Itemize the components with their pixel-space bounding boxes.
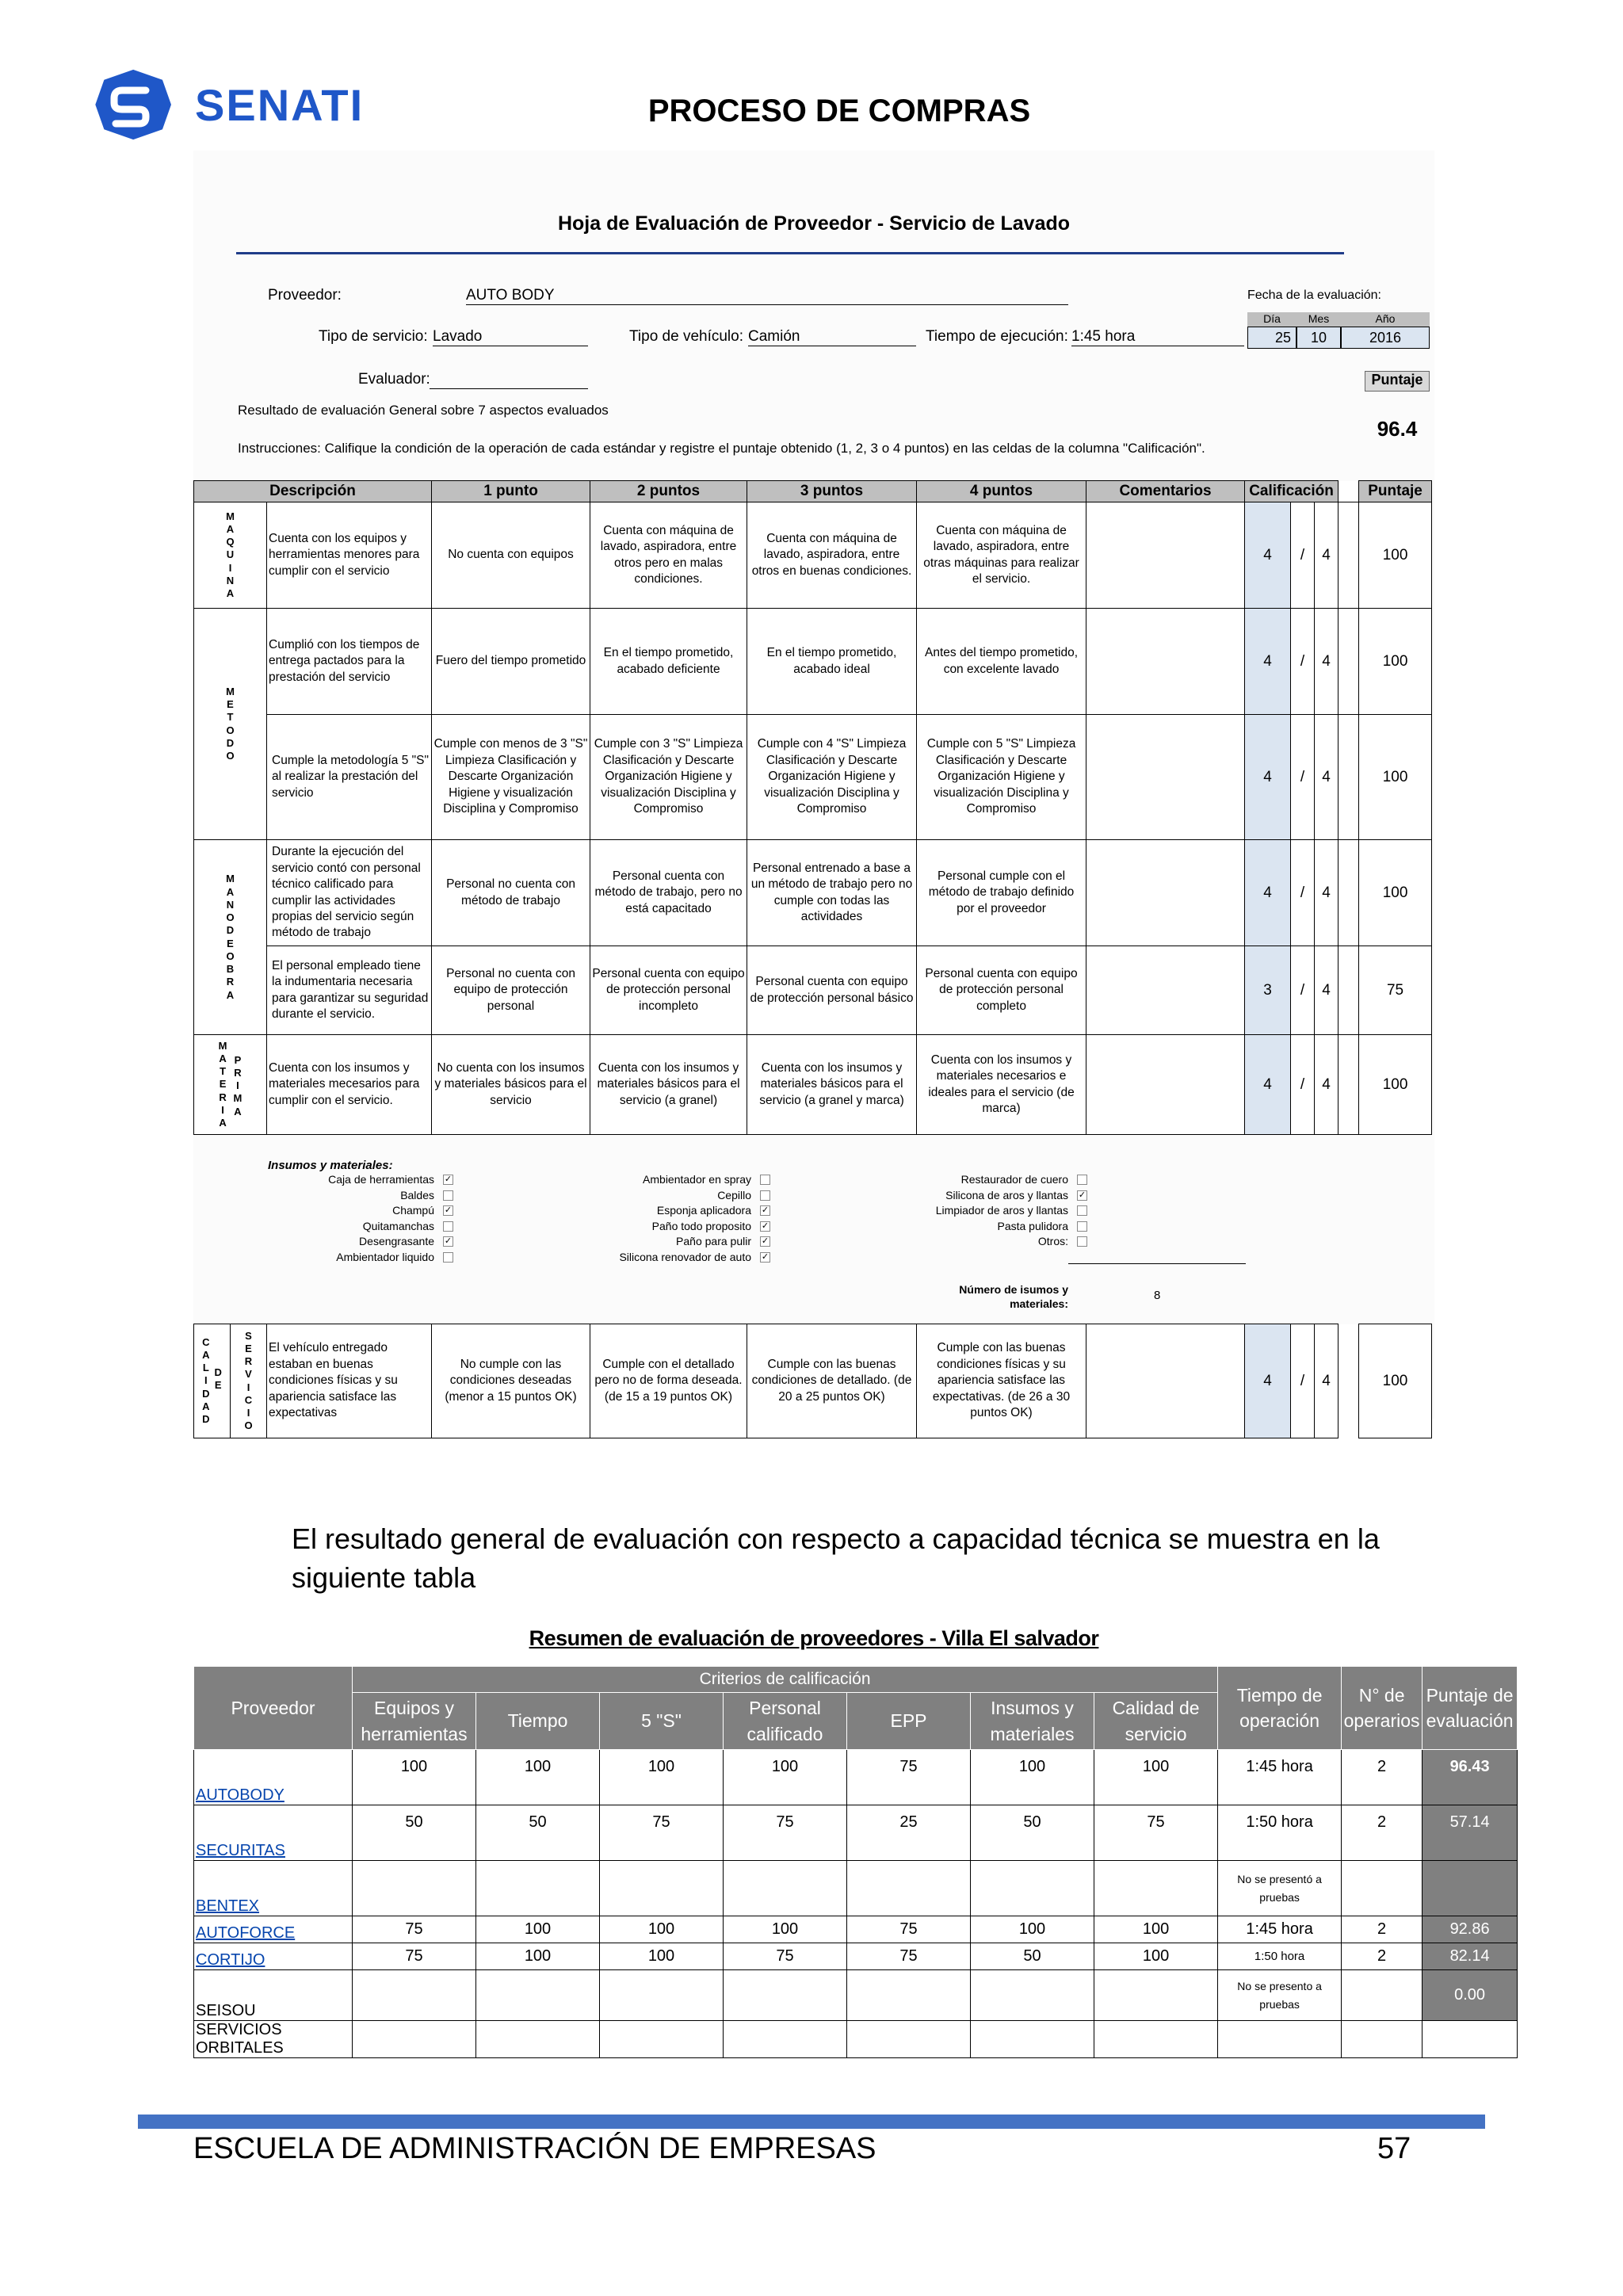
table-row — [194, 1805, 1518, 1861]
material-label: Ambientador en spray — [643, 1173, 751, 1186]
material-label: Restaurador de cuero — [960, 1173, 1068, 1186]
criterion-3-puntos: Personal entrenado a base a un método de trabajo pero no cumple con todas las actividades — [747, 840, 917, 946]
summary-criterion-value: 100 — [1094, 1916, 1218, 1943]
comentarios-cell[interactable] — [1086, 609, 1245, 715]
puntaje-value: 100 — [1359, 1035, 1432, 1135]
calificacion-max: 4 — [1315, 840, 1338, 946]
summary-tiempo-value — [1218, 2021, 1342, 2058]
criterion-4-puntos: Cuenta con máquina de lavado, aspiradora, entre otras máquinas para realizar el servicio. — [917, 502, 1086, 609]
summary-header-calidad: Calidad de servicio — [1094, 1693, 1218, 1750]
summary-provider-name: SEISOU — [194, 1970, 353, 2021]
calificacion-max: 4 — [1315, 946, 1338, 1035]
material-checkbox[interactable]: ✓ — [761, 1205, 769, 1215]
table-row — [194, 1970, 1518, 2021]
summary-criterion-value — [847, 1970, 971, 2021]
calificacion-input[interactable]: 4 — [1245, 609, 1291, 715]
table-row — [194, 715, 1432, 840]
material-label: Silicona de aros y llantas — [945, 1188, 1068, 1201]
calificacion-input[interactable]: 4 — [1245, 1035, 1291, 1135]
summary-tiempo-value: 1:45 hora — [1218, 1916, 1342, 1943]
calificacion-input[interactable]: 4 — [1245, 715, 1291, 840]
summary-criterion-value: 100 — [971, 1750, 1094, 1805]
group-maquina: M A Q U I N A — [194, 502, 267, 609]
table-row — [194, 840, 1432, 946]
material-item — [872, 1235, 1109, 1250]
table-row — [194, 1035, 1432, 1135]
row-description: Cumple la metodología 5 "S" al realizar la prestación del servicio — [267, 715, 432, 840]
criterion-2-puntos: Cuenta con los insumos y materiales básicos para el servicio (a granel) — [590, 1035, 747, 1135]
material-checkbox[interactable]: ✓ — [761, 1236, 769, 1246]
header-3-puntos: 3 puntos — [747, 481, 917, 502]
summary-criterion-value: 100 — [724, 1750, 847, 1805]
criterion-4-puntos: Personal cuenta con equipo de protección personal completo — [917, 946, 1086, 1035]
sheet-title: Hoja de Evaluación de Proveedor - Servicio de Lavado — [557, 212, 1071, 235]
material-item — [872, 1204, 1109, 1219]
summary-criterion-value — [476, 2021, 600, 2058]
criterion-4-puntos: Antes del tiempo prometido, con excelente lavado — [917, 609, 1086, 715]
calificacion-max: 4 — [1315, 1035, 1338, 1135]
summary-criterion-value — [1094, 1861, 1218, 1916]
summary-criterion-value: 100 — [353, 1750, 476, 1805]
summary-criterion-value: 75 — [847, 1943, 971, 1970]
criterion-1-punto: Fuero del tiempo prometido — [432, 609, 590, 715]
criterion-3-puntos: Cuenta con los insumos y materiales básicos para el servicio (a granel y marca) — [747, 1035, 917, 1135]
summary-criterion-value — [847, 2021, 971, 2058]
group-materia-prima: M A T E R I A P R I M A — [194, 1035, 267, 1135]
criterion-2-puntos: En el tiempo prometido, acabado deficiente — [590, 609, 747, 715]
header-calificacion: Calificación — [1245, 481, 1338, 502]
material-item — [872, 1220, 1109, 1235]
summary-criterion-value: 75 — [353, 1916, 476, 1943]
summary-tiempo-value: No se presento a pruebas — [1218, 1970, 1342, 2021]
page-number: 57 — [1377, 2132, 1411, 2165]
puntaje-value: 75 — [1359, 946, 1432, 1035]
summary-criterion-value: 100 — [724, 1916, 847, 1943]
table-row — [194, 1750, 1518, 1805]
summary-criterion-value — [600, 1861, 724, 1916]
summary-criterion-value — [1094, 2021, 1218, 2058]
evaluation-table — [193, 480, 1432, 1135]
criterion-4-puntos: Cumple con las buenas condiciones físicas y su apariencia satisface las expectativas. (de 26 a 30 puntos OK) — [917, 1324, 1086, 1438]
summary-header-epp: EPP — [847, 1693, 971, 1750]
summary-criterion-value — [971, 1970, 1094, 2021]
evaluador-field[interactable] — [430, 371, 588, 389]
summary-criterion-value: 75 — [724, 1805, 847, 1861]
material-label: Pasta pulidora — [997, 1219, 1068, 1232]
comentarios-cell[interactable] — [1086, 502, 1245, 609]
summary-operarios-value: 2 — [1342, 1750, 1423, 1805]
summary-criterion-value — [724, 1861, 847, 1916]
material-item — [238, 1235, 475, 1250]
criterion-3-puntos: Cumple con las buenas condiciones de detallado. (de 20 a 25 puntos OK) — [747, 1324, 917, 1438]
puntaje-value: 100 — [1359, 840, 1432, 946]
summary-criterion-value: 100 — [600, 1916, 724, 1943]
tipo-servicio-label: Tipo de servicio: — [319, 328, 428, 345]
summary-criterion-value: 75 — [353, 1943, 476, 1970]
material-label: Cepillo — [717, 1188, 751, 1201]
criterion-1-punto: No cuenta con equipos — [432, 502, 590, 609]
summary-table — [193, 1666, 1518, 2058]
evaluation-header-row — [194, 481, 1432, 502]
criterion-3-puntos: Cumple con 4 "S" Limpieza Clasificación y Descarte Organización Higiene y visualización Disciplina y Compromiso — [747, 715, 917, 840]
summary-criterion-value: 100 — [476, 1943, 600, 1970]
summary-provider-name: SERVICIOS ORBITALES — [194, 2021, 353, 2058]
summary-criterion-value: 50 — [971, 1805, 1094, 1861]
summary-criterion-value: 25 — [847, 1805, 971, 1861]
summary-criterion-value: 75 — [600, 1805, 724, 1861]
material-label: Champú — [392, 1204, 434, 1217]
tiempo-ejecucion-label: Tiempo de ejecución: — [926, 328, 1068, 345]
title-divider — [236, 252, 1344, 254]
summary-operarios-value — [1342, 1970, 1423, 2021]
tiempo-ejecucion-field[interactable]: 1:45 hora — [1071, 328, 1244, 346]
fecha-dia-field[interactable]: 25 — [1247, 327, 1296, 349]
material-item — [238, 1251, 475, 1266]
summary-header-personal: Personal calificado — [724, 1693, 847, 1750]
material-checkbox[interactable] — [443, 1190, 453, 1201]
group-servicio: S E R V I C I O — [231, 1324, 267, 1438]
summary-criterion-value — [971, 2021, 1094, 2058]
summary-provider-name[interactable]: CORTIJO — [194, 1943, 353, 1970]
row-description: El vehículo entregado estaban en buenas condiciones físicas y su apariencia satisface las expectativas — [267, 1324, 432, 1438]
row-description: Durante la ejecución del servicio contó con personal técnico calificado para cumplir las actividades propias del servicio según método de trabajo — [267, 840, 432, 946]
criterion-2-puntos: Cumple con 3 "S" Limpieza Clasificación y Descarte Organización Higiene y visualización Disciplina y Compromiso — [590, 715, 747, 840]
material-label: Desengrasante — [359, 1235, 434, 1247]
summary-puntaje-value — [1423, 1861, 1518, 1916]
score-total: 96.4 — [1377, 417, 1418, 441]
puntaje-value: 100 — [1359, 1324, 1432, 1438]
summary-criterion-value: 100 — [600, 1750, 724, 1805]
header-descripcion: Descripción — [194, 481, 432, 502]
instrucciones-text: Instrucciones: Califique la condición de la operación de cada estándar y registre el puntaje obtenido (1, 2, 3 o 4 puntos) en las celdas de la columna "Calificación". — [238, 441, 1205, 456]
puntaje-value: 100 — [1359, 609, 1432, 715]
table-row — [194, 2021, 1518, 2058]
summary-provider-name[interactable]: SECURITAS — [194, 1805, 353, 1861]
summary-criterion-value: 75 — [1094, 1805, 1218, 1861]
group-metodo: M E T O D O — [194, 609, 267, 840]
material-label: Paño para pulir — [676, 1235, 751, 1247]
material-label: Caja de herramientas — [328, 1173, 434, 1186]
material-item — [238, 1173, 475, 1188]
proveedor-label: Proveedor: — [268, 287, 342, 304]
fecha-mes-field[interactable]: 10 — [1296, 327, 1341, 349]
criterion-4-puntos: Cumple con 5 "S" Limpieza Clasificación y Descarte Organización Higiene y visualización Disciplina y Compromiso — [917, 715, 1086, 840]
summary-tiempo-value: 1:50 hora — [1218, 1805, 1342, 1861]
summary-tiempo-value: No se presentó a pruebas — [1218, 1861, 1342, 1916]
material-checkbox[interactable] — [1077, 1175, 1087, 1185]
summary-header-operarios: N° de operarios — [1342, 1667, 1423, 1750]
material-item — [872, 1173, 1109, 1188]
material-item — [555, 1235, 792, 1250]
criterion-1-punto: Personal no cuenta con equipo de protección personal — [432, 946, 590, 1035]
logo-wordmark: SENATI — [195, 80, 365, 130]
summary-puntaje-value: 0.00 — [1423, 1970, 1518, 2021]
servicio-table — [193, 1324, 1432, 1438]
criterion-3-puntos: En el tiempo prometido, acabado ideal — [747, 609, 917, 715]
calificacion-max: 4 — [1315, 502, 1338, 609]
summary-criterion-value — [353, 2021, 476, 2058]
summary-operarios-value — [1342, 2021, 1423, 2058]
criterion-2-puntos: Cuenta con máquina de lavado, aspiradora, entre otros pero en malas condiciones. — [590, 502, 747, 609]
material-checkbox[interactable]: ✓ — [1078, 1190, 1086, 1200]
tipo-servicio-field[interactable]: Lavado — [433, 328, 588, 346]
calificacion-input[interactable]: 4 — [1245, 840, 1291, 946]
summary-criterion-value — [476, 1970, 600, 2021]
criterion-1-punto: No cuenta con los insumos y materiales básicos para el servicio — [432, 1035, 590, 1135]
row-description: Cumplió con los tiempos de entrega pactados para la prestación del servicio — [267, 609, 432, 715]
summary-criterion-value — [1094, 1970, 1218, 2021]
summary-title: Resumen de evaluación de proveedores - Villa El salvador — [529, 1626, 1099, 1650]
calificacion-separator: / — [1291, 502, 1315, 609]
criterion-1-punto: No cumple con las condiciones deseadas (menor a 15 puntos OK) — [432, 1324, 590, 1438]
summary-criterion-value: 100 — [1094, 1750, 1218, 1805]
calificacion-max: 4 — [1315, 609, 1338, 715]
summary-criterion-value — [847, 1861, 971, 1916]
row-description: Cuenta con los equipos y herramientas menores para cumplir con el servicio — [267, 502, 432, 609]
summary-operarios-value: 2 — [1342, 1943, 1423, 1970]
fecha-dia-header: Día — [1247, 312, 1296, 327]
summary-operarios-value: 2 — [1342, 1916, 1423, 1943]
material-checkbox[interactable] — [443, 1221, 453, 1232]
comentarios-cell[interactable] — [1086, 715, 1245, 840]
material-item — [555, 1173, 792, 1188]
material-checkbox[interactable]: ✓ — [444, 1236, 453, 1246]
summary-provider-name[interactable]: AUTOFORCE — [194, 1916, 353, 1943]
summary-criterion-value: 75 — [847, 1916, 971, 1943]
criterion-1-punto: Cumple con menos de 3 "S" Limpieza Clasificación y Descarte Organización Higiene y visualización Disciplina y Compromiso — [432, 715, 590, 840]
summary-criterion-value: 50 — [971, 1943, 1094, 1970]
summary-header-puntaje: Puntaje de evaluación — [1423, 1667, 1518, 1750]
calificacion-max: 4 — [1315, 715, 1338, 840]
criterion-3-puntos: Cuenta con máquina de lavado, aspiradora, entre otros en buenas condiciones. — [747, 502, 917, 609]
header-1-punto: 1 punto — [432, 481, 590, 502]
tipo-vehiculo-field[interactable]: Camión — [748, 328, 916, 346]
calificacion-separator: / — [1291, 1324, 1315, 1438]
calificacion-input[interactable]: 4 — [1245, 502, 1291, 609]
material-label: Silicona renovador de auto — [619, 1250, 751, 1263]
table-row — [194, 502, 1432, 609]
table-row — [194, 1916, 1518, 1943]
otros-field-line[interactable] — [1068, 1263, 1246, 1264]
summary-header-criterios: Criterios de calificación — [353, 1667, 1218, 1693]
material-item — [555, 1189, 792, 1204]
material-item — [238, 1189, 475, 1204]
summary-header-insumos: Insumos y materiales — [971, 1693, 1094, 1750]
material-checkbox[interactable] — [443, 1252, 453, 1263]
table-row — [194, 1861, 1518, 1916]
criterion-4-puntos: Personal cumple con el método de trabajo definido por el proveedor — [917, 840, 1086, 946]
materiales-title: Insumos y materiales: — [268, 1159, 393, 1172]
summary-puntaje-value: 96.43 — [1423, 1750, 1518, 1805]
summary-criterion-value — [600, 1970, 724, 2021]
comentarios-cell[interactable] — [1086, 840, 1245, 946]
criterion-1-punto: Personal no cuenta con método de trabajo — [432, 840, 590, 946]
header-comentarios: Comentarios — [1086, 481, 1245, 502]
material-label: Quitamanchas — [362, 1219, 434, 1232]
fecha-anio-field[interactable]: 2016 — [1341, 327, 1430, 349]
tipo-vehiculo-label: Tipo de vehículo: — [629, 328, 743, 345]
summary-criterion-value: 100 — [971, 1916, 1094, 1943]
material-checkbox[interactable]: ✓ — [444, 1175, 453, 1184]
material-label: Baldes — [400, 1188, 434, 1201]
calificacion-input[interactable]: 4 — [1245, 1324, 1291, 1438]
summary-provider-name[interactable]: AUTOBODY — [194, 1750, 353, 1805]
header-2-puntos: 2 puntos — [590, 481, 747, 502]
fecha-label: Fecha de la evaluación: — [1247, 288, 1381, 302]
summary-criterion-value — [353, 1861, 476, 1916]
comentarios-cell[interactable] — [1086, 946, 1245, 1035]
group-mano-de-obra: M A N O D E O B R A — [194, 840, 267, 1035]
material-label: Esponja aplicadora — [656, 1204, 751, 1217]
material-item — [872, 1189, 1109, 1204]
calificacion-separator: / — [1291, 715, 1315, 840]
calificacion-separator: / — [1291, 946, 1315, 1035]
numero-materiales-label: Número de isumos y materiales: — [959, 1283, 1068, 1311]
table-row — [194, 1943, 1518, 1970]
material-label: Limpiador de aros y llantas — [935, 1204, 1068, 1217]
numero-materiales-value: 8 — [1154, 1289, 1161, 1302]
material-label: Otros: — [1037, 1235, 1068, 1247]
puntaje-label: Puntaje — [1365, 371, 1430, 392]
criterion-3-puntos: Personal cuenta con equipo de protección personal básico — [747, 946, 917, 1035]
summary-criterion-value: 100 — [476, 1750, 600, 1805]
calificacion-separator: / — [1291, 1035, 1315, 1135]
summary-header-tiempo-crit: Tiempo — [476, 1693, 600, 1750]
footer-bar — [138, 2115, 1485, 2129]
table-row — [194, 1324, 1432, 1438]
criterion-2-puntos: Cumple con el detallado pero no de forma deseada. (de 15 a 19 puntos OK) — [590, 1324, 747, 1438]
summary-tiempo-value: 1:45 hora — [1218, 1750, 1342, 1805]
material-checkbox[interactable] — [1077, 1221, 1087, 1232]
resultado-text: Resultado de evaluación General sobre 7 aspectos evaluados — [238, 403, 609, 418]
material-checkbox[interactable]: ✓ — [761, 1251, 769, 1262]
criterion-4-puntos: Cuenta con los insumos y materiales necesarios e ideales para el servicio (de marca) — [917, 1035, 1086, 1135]
summary-criterion-value: 100 — [1094, 1943, 1218, 1970]
table-row — [194, 609, 1432, 715]
material-checkbox[interactable]: ✓ — [761, 1221, 769, 1231]
summary-criterion-value — [600, 2021, 724, 2058]
summary-criterion-value — [476, 1861, 600, 1916]
material-checkbox[interactable] — [1077, 1236, 1087, 1247]
material-item — [555, 1251, 792, 1266]
footer-text: ESCUELA DE ADMINISTRACIÓN DE EMPRESAS — [193, 2132, 876, 2165]
material-item — [555, 1204, 792, 1219]
proveedor-field[interactable]: AUTO BODY — [466, 287, 1068, 305]
material-label: Paño todo proposito — [651, 1219, 751, 1232]
material-checkbox[interactable] — [760, 1175, 770, 1185]
summary-puntaje-value: 82.14 — [1423, 1943, 1518, 1970]
calificacion-separator: / — [1291, 840, 1315, 946]
summary-header-proveedor: Proveedor — [194, 1667, 353, 1750]
summary-criterion-value — [724, 1970, 847, 2021]
summary-criterion-value: 100 — [476, 1916, 600, 1943]
summary-operarios-value — [1342, 1861, 1423, 1916]
material-checkbox[interactable] — [760, 1190, 770, 1201]
body-paragraph: El resultado general de evaluación con respecto a capacidad técnica se muestra en la siguiente tabla — [292, 1522, 1380, 1594]
summary-criterion-value: 75 — [724, 1943, 847, 1970]
summary-criterion-value: 75 — [847, 1750, 971, 1805]
puntaje-value: 100 — [1359, 502, 1432, 609]
summary-table-body — [194, 1750, 1518, 2058]
criterion-2-puntos: Personal cuenta con equipo de protección personal incompleto — [590, 946, 747, 1035]
material-checkbox[interactable] — [1077, 1205, 1087, 1216]
summary-puntaje-value: 92.86 — [1423, 1916, 1518, 1943]
summary-puntaje-value — [1423, 2021, 1518, 2058]
evaluador-label: Evaluador: — [358, 371, 430, 388]
calificacion-max: 4 — [1315, 1324, 1338, 1438]
summary-header-5s: 5 "S" — [600, 1693, 724, 1750]
summary-puntaje-value: 57.14 — [1423, 1805, 1518, 1861]
criterion-2-puntos: Personal cuenta con método de trabajo, pero no está capacitado — [590, 840, 747, 946]
material-item — [555, 1220, 792, 1235]
fecha-mes-header: Mes — [1296, 312, 1341, 327]
calificacion-separator: / — [1291, 609, 1315, 715]
calificacion-input[interactable]: 3 — [1245, 946, 1291, 1035]
row-description: Cuenta con los insumos y materiales mecesarios para cumplir con el servicio. — [267, 1035, 432, 1135]
puntaje-value: 100 — [1359, 715, 1432, 840]
table-row — [194, 946, 1432, 1035]
comentarios-cell[interactable] — [1086, 1035, 1245, 1135]
material-item — [238, 1220, 475, 1235]
summary-tiempo-value: 1:50 hora — [1218, 1943, 1342, 1970]
summary-criterion-value: 100 — [600, 1943, 724, 1970]
summary-provider-name[interactable]: BENTEX — [194, 1861, 353, 1916]
comentarios-cell[interactable] — [1086, 1324, 1245, 1438]
summary-header-tiempo: Tiempo de operación — [1218, 1667, 1342, 1750]
material-checkbox[interactable]: ✓ — [444, 1205, 453, 1215]
summary-operarios-value: 2 — [1342, 1805, 1423, 1861]
summary-criterion-value — [353, 1970, 476, 2021]
header-4-puntos: 4 puntos — [917, 481, 1086, 502]
material-label: Ambientador liquido — [336, 1250, 434, 1263]
summary-criterion-value: 50 — [353, 1805, 476, 1861]
fecha-anio-header: Año — [1341, 312, 1430, 327]
row-description: El personal empleado tiene la indumentaria necesaria para garantizar su seguridad durante el servicio. — [267, 946, 432, 1035]
summary-header-equipos: Equipos y herramientas — [353, 1693, 476, 1750]
header-puntaje: Puntaje — [1359, 481, 1432, 502]
summary-criterion-value: 50 — [476, 1805, 600, 1861]
group-calidad: C A L I D A D D E — [194, 1324, 231, 1438]
material-item — [238, 1204, 475, 1219]
page-title: PROCESO DE COMPRAS — [647, 94, 1031, 128]
summary-criterion-value — [971, 1861, 1094, 1916]
summary-criterion-value — [724, 2021, 847, 2058]
